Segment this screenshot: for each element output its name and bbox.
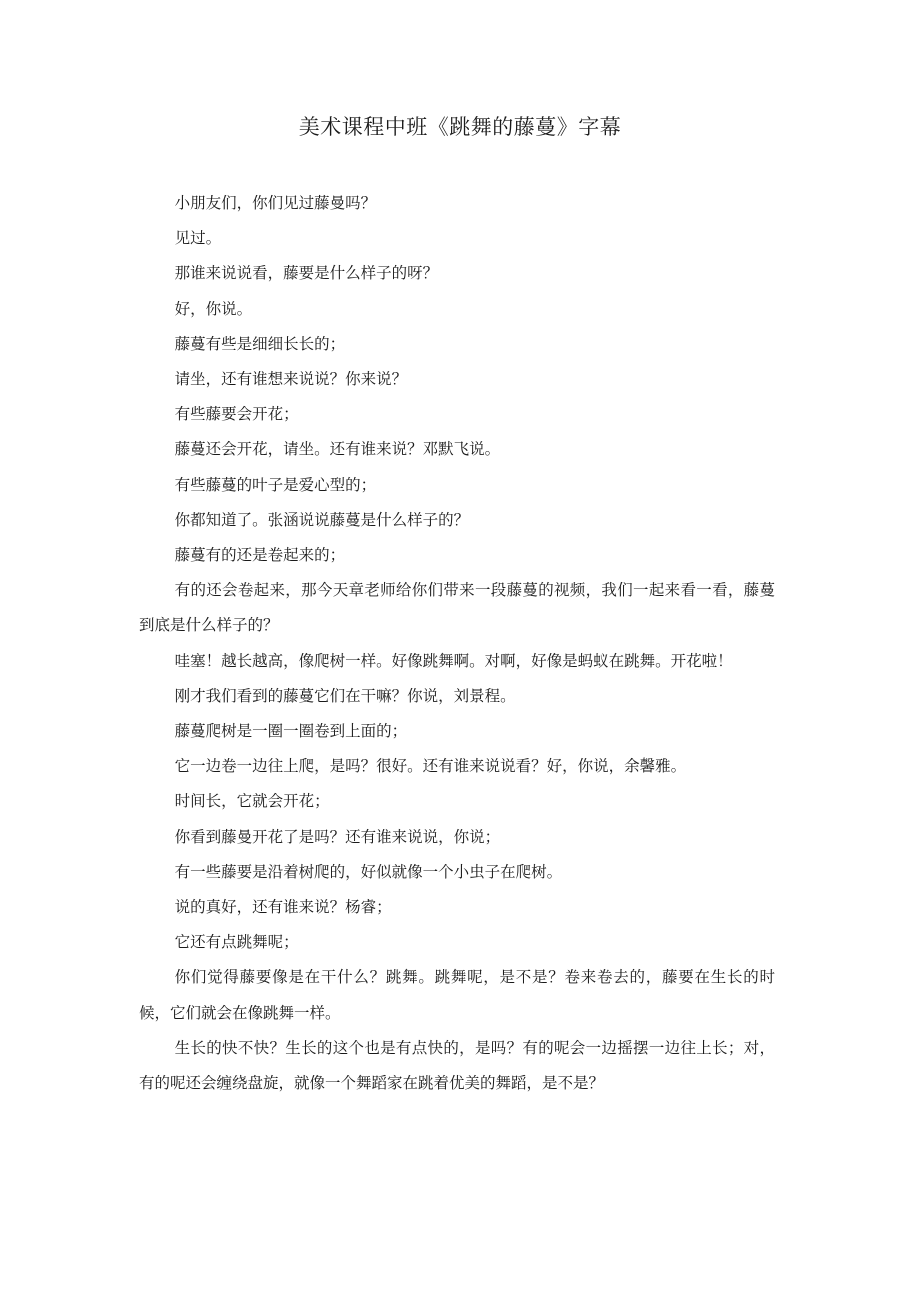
- paragraph: 藤蔓还会开花，请坐。还有谁来说？邓默飞说。: [174, 440, 501, 459]
- paragraph: 有一些藤要是沿着树爬的，好似就像一个小虫子在爬树。: [174, 862, 563, 881]
- paragraph: 请坐，还有谁想来说说？你来说？: [174, 370, 408, 389]
- paragraph: 有的还会卷起来，那今天章老师给你们带来一段藤蔓的视频，我们一起来看一看，藤蔓到底是什么样子的？: [139, 581, 775, 635]
- paragraph: 藤蔓爬树是一圈一圈卷到上面的；: [174, 722, 408, 741]
- paragraph: 生长的快不快？生长的这个也是有点快的，是吗？有的呢会一边摇摆一边往上长；对，有的呢还会缠绕盘旋，就像一个舞蹈家在跳着优美的舞蹈，是不是？: [139, 1038, 775, 1093]
- paragraph: 有些藤要会开花；: [174, 405, 299, 424]
- paragraph: 有些藤蔓的叶子是爱心型的；: [174, 475, 377, 494]
- paragraph: 哇塞！越长越高，像爬树一样。好像跳舞啊。对啊，好像是蚂蚁在跳舞。开花啦！: [174, 651, 733, 670]
- paragraph: 时间长，它就会开花；: [174, 792, 330, 811]
- paragraph: 它还有点跳舞呢；: [174, 933, 299, 952]
- paragraph: 你看到藤曼开花了是吗？还有谁来说说，你说；: [174, 827, 501, 846]
- paragraph: 刚才我们看到的藤蔓它们在干嘛？你说，刘景程。: [174, 686, 516, 705]
- document-title: 美术课程中班《跳舞的藤蔓》字幕: [298, 115, 622, 139]
- paragraph: 藤蔓有的还是卷起来的；: [174, 546, 346, 565]
- paragraph: 它一边卷一边往上爬，是吗？很好。还有谁来说说看？好，你说，余馨雅。: [174, 757, 687, 776]
- paragraph: 你都知道了。张涵说说藤蔓是什么样子的？: [174, 510, 470, 529]
- paragraph: 藤蔓有些是细细长长的；: [174, 334, 346, 353]
- paragraph: 你们觉得藤要像是在干什么？跳舞。跳舞呢，是不是？卷来卷去的，藤要在生长的时候，它们就会在像跳舞一样。: [139, 968, 775, 1022]
- paragraph: 说的真好，还有谁来说？杨睿；: [174, 898, 392, 917]
- paragraph: 那谁来说说看，藤要是什么样子的呀？: [174, 264, 439, 283]
- paragraph: 小朋友们，你们见过藤曼吗？: [174, 194, 377, 212]
- paragraph: 好，你说。: [174, 299, 253, 318]
- document-body: [139, 186, 775, 1101]
- paragraph: 见过。: [174, 229, 222, 248]
